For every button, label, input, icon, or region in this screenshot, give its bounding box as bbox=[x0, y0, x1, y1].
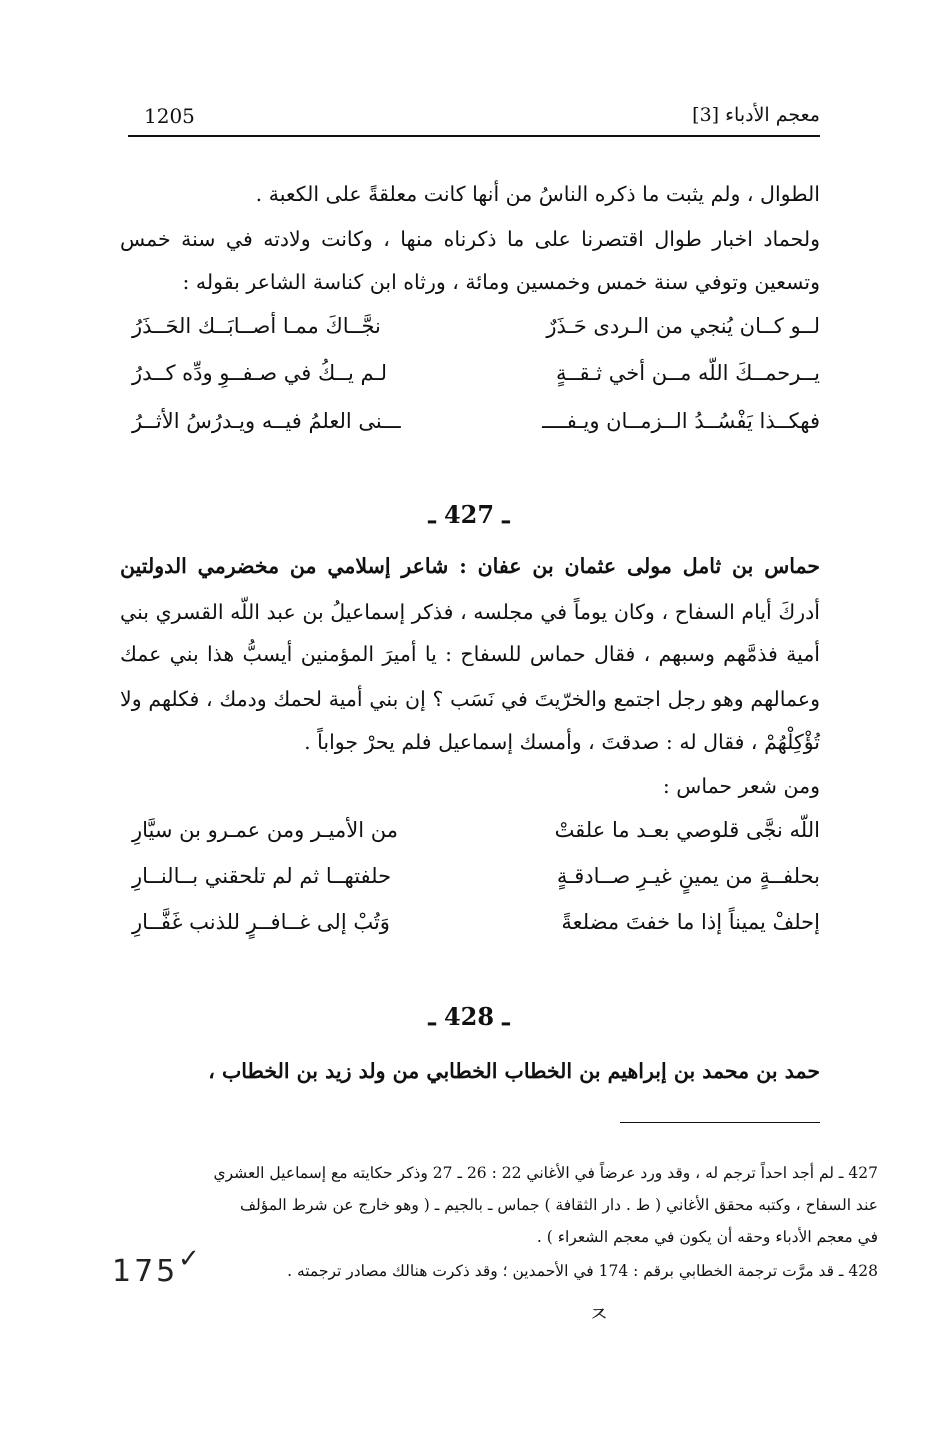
footnote-427-line-1: 427 ـ لم أجد احداً ترجم له ، وقد ورد عرضاً في الأغاني 22 : 26 ـ 27 وذكر حكايته مع إسماعيل العشري bbox=[213, 1164, 878, 1182]
verse-first-hemistich: يــرحمــكَ اللّه مــن أخي ثـقــةٍ bbox=[555, 361, 820, 385]
header-rule bbox=[128, 135, 820, 137]
entry-427-verse-2 bbox=[120, 864, 820, 904]
running-title: معجم الأدباء [3] bbox=[692, 104, 820, 126]
entry-427-line-3: أمية فذمَّهم وسبهم ، فقال حماس للسفاح : يا أميرَ المؤمنين أيسبُّ هذا بني عمك bbox=[120, 642, 820, 666]
handwritten-check-icon: ✓ bbox=[178, 1244, 200, 1274]
intro-verse-3 bbox=[120, 409, 820, 449]
poem-intro: ومن شعر حماس : bbox=[662, 774, 820, 798]
footnote-427-line-3: في معجم الأدباء وحقه أن يكون في معجم الشعراء ) . bbox=[536, 1228, 878, 1246]
verse-first-hemistich: إحلفْ يميناً إذا ما خفتَ مضلعةً bbox=[561, 910, 820, 934]
entry-427-line-5: تُؤْكِلْهُمْ ، فقال له : صدقتَ ، وأمسك إسماعيل فلم يحرْ جواباً . bbox=[304, 730, 820, 754]
intro-line-3: وتسعين وتوفي سنة خمس وخمسين ومائة ، ورثاه ابن كناسة الشاعر بقوله : bbox=[182, 270, 820, 294]
entry-427-line-4: وعمالهم وهو رجل اجتمع والخرّيتَ في نَسَب ؟ إن بني أمية لحمك ودمك ، فكلهم ولا bbox=[120, 687, 820, 711]
intro-line-1: الطوال ، ولم يثبت ما ذكره الناسُ من أنها كانت معلقةً على الكعبة . bbox=[255, 182, 820, 206]
verse-second-hemistich: لـم يــكُ في صـفــوِ ودِّه كــدرُ bbox=[132, 361, 388, 385]
verse-first-hemistich: لــو كــان يُنجي من الـردى حَـذَرٌ bbox=[546, 314, 820, 338]
intro-verse-2 bbox=[120, 361, 820, 401]
entry-427-verse-3 bbox=[120, 910, 820, 950]
verse-second-hemistich: ـــنى العلمُ فيــه ويـدرُسُ الأثــرُ bbox=[132, 409, 401, 433]
footnote-428: 428 ـ قد مرَّت ترجمة الخطابي برقم : 174 في الأحمدين ؛ وقد ذكرت هنالك مصادر ترجمته . bbox=[287, 1262, 878, 1280]
verse-first-hemistich: بحلفــةٍ من يمينٍ غيـرِ صــادقـةٍ bbox=[556, 864, 820, 888]
entry-427-verse-1 bbox=[120, 818, 820, 858]
intro-line-2: ولحماد اخبار طوال اقتصرنا على ما ذكرناه منها ، وكانت ولادته في سنة خمس bbox=[120, 227, 820, 251]
verse-first-hemistich: اللّه نجَّى قلوصي بعـد ما علقتْ bbox=[554, 818, 820, 842]
entry-number-428: ـ 428 ـ bbox=[428, 1002, 510, 1031]
entry-427-line-2: أدركَ أيام السفاح ، وكان يوماً في مجلسه ، فذكر إسماعيلُ بن عبد اللّه القسري بني bbox=[120, 600, 820, 624]
page-header bbox=[128, 100, 820, 134]
verse-second-hemistich: حلفتهــا ثم لم تلحقني بــالنــارِ bbox=[132, 864, 392, 888]
entry-428-line-1: حمد بن محمد بن إبراهيم بن الخطاب الخطابي من ولد زيد بن الخطاب ، bbox=[208, 1059, 820, 1083]
verse-first-hemistich: فهكــذا يَفْسُــدُ الــزمــان ويـفــــ bbox=[542, 409, 820, 433]
verse-second-hemistich: وَتُبْ إلى غــافــرٍ للذنب غَفَّــارِ bbox=[132, 910, 390, 934]
handwritten-number: 175 bbox=[112, 1254, 179, 1289]
entry-number-427: ـ 427 ـ bbox=[428, 500, 510, 529]
footnote-427-line-2: عند السفاح ، وكتبه محقق الأغاني ( ط . دار الثقافة ) جماس ـ بالجيم ـ ( وهو خارج عن شرط المؤلف bbox=[239, 1196, 878, 1214]
verse-second-hemistich: من الأميـر ومن عمـرو بن سيَّارِ bbox=[132, 818, 398, 842]
verse-second-hemistich: نجَّــاكَ ممـا أصــابَــك الحَــذَرُ bbox=[132, 314, 381, 338]
intro-verse-1 bbox=[120, 314, 820, 354]
handwritten-mark: ㅈ bbox=[588, 1303, 610, 1328]
page-number: 1205 bbox=[144, 104, 195, 128]
footnote-rule bbox=[620, 1122, 820, 1123]
entry-427-line-1: حماس بن ثامل مولى عثمان بن عفان : شاعر إسلامي من مخضرمي الدولتين bbox=[120, 554, 820, 578]
